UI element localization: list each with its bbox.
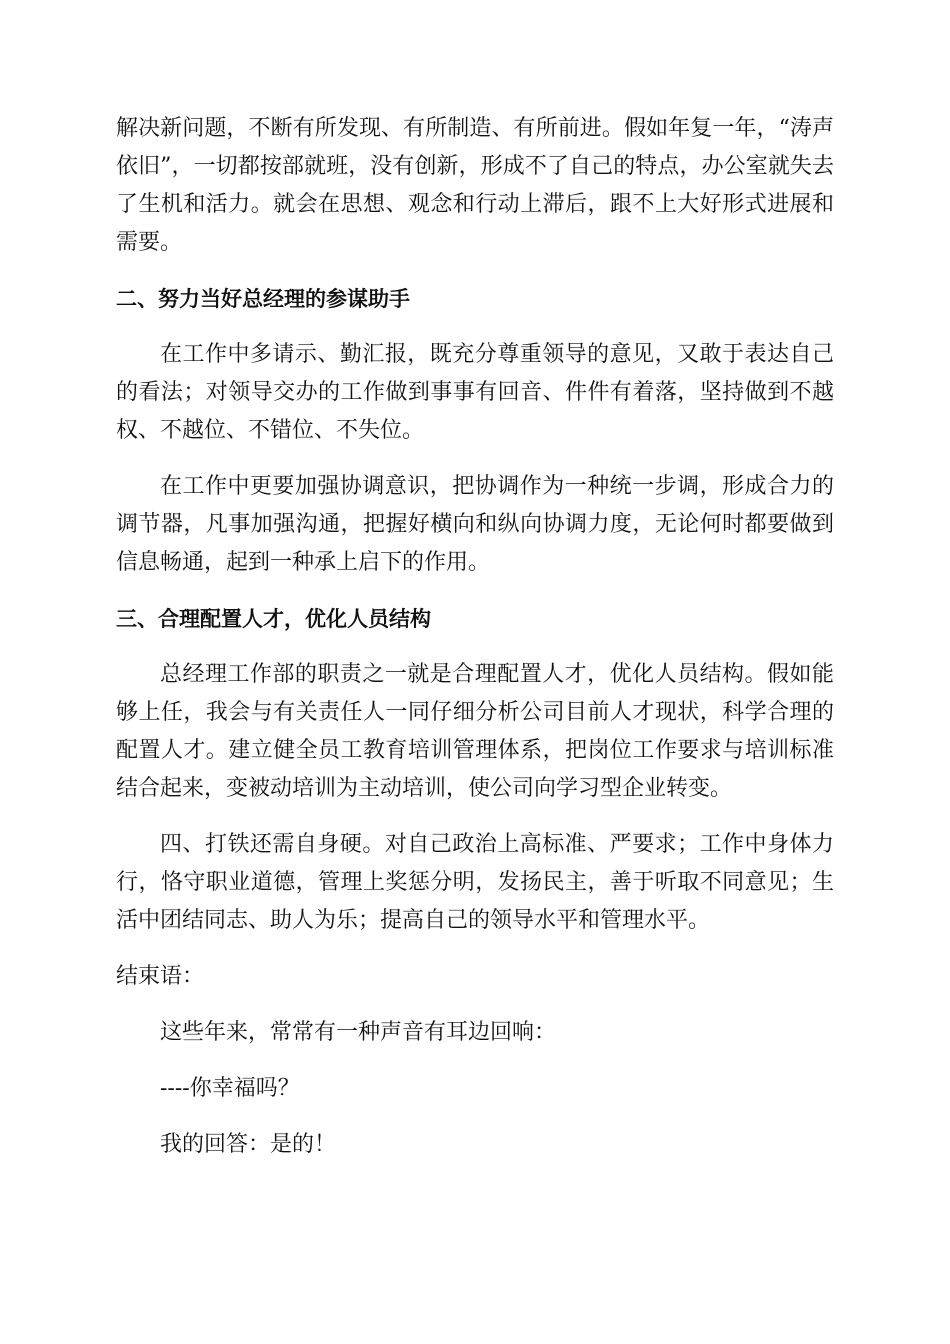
closing-label: 结束语： — [116, 964, 205, 989]
closing-line-1: 这些年来，常常有一种声音有耳边回响： — [160, 1020, 557, 1045]
paragraph-intro-continuation: 解决新问题，不断有所发现、有所制造、有所前进。假如年复一年，“涛声依旧”，一切都按部就班，没有创新，形成不了自己的特点，办公室就失去了生机和活力。就会在思想、观念和行动上滞后，跟不上大好形式进展和需要。 — [116, 116, 834, 255]
paragraph-talent-allocation: 总经理工作部的职责之一就是合理配置人才，优化人员结构。假如能够上任，我会与有关责任人一同仔细分析公司目前人才现状，科学合理的配置人才。建立健全员工教育培训管理体系，把岗位工作要求与培训标准结合起来，变被动培训为主动培训，使公司向学习型企业转变。 — [116, 662, 834, 801]
closing-line-2: ----你幸福吗？ — [160, 1076, 300, 1101]
closing-line-3: 我的回答：是的！ — [160, 1132, 337, 1157]
paragraph-self-discipline: 四、打铁还需自身硬。对自己政治上高标准、严要求；工作中身体力行，恪守职业道德，管理上奖惩分明，发扬民主，善于听取不同意见；生活中团结同志、助人为乐；提高自己的领导水平和管理水平。 — [116, 832, 834, 933]
paragraph-coordination: 在工作中更要加强协调意识，把协调作为一种统一步调，形成合力的调节器，凡事加强沟通，把握好横向和纵向协调力度，无论何时都要做到信息畅通，起到一种承上启下的作用。 — [116, 474, 834, 575]
section-heading-3: 三、合理配置人才，优化人员结构 — [116, 607, 431, 631]
paragraph-report-to-leader: 在工作中多请示、勤汇报，既充分尊重领导的意见，又敢于表达自己的看法；对领导交办的工作做到事事有回音、件件有着落，坚持做到不越权、不越位、不错位、不失位。 — [116, 342, 834, 443]
section-heading-2: 二、努力当好总经理的参谋助手 — [116, 287, 410, 311]
document-page — [116, 110, 834, 1182]
